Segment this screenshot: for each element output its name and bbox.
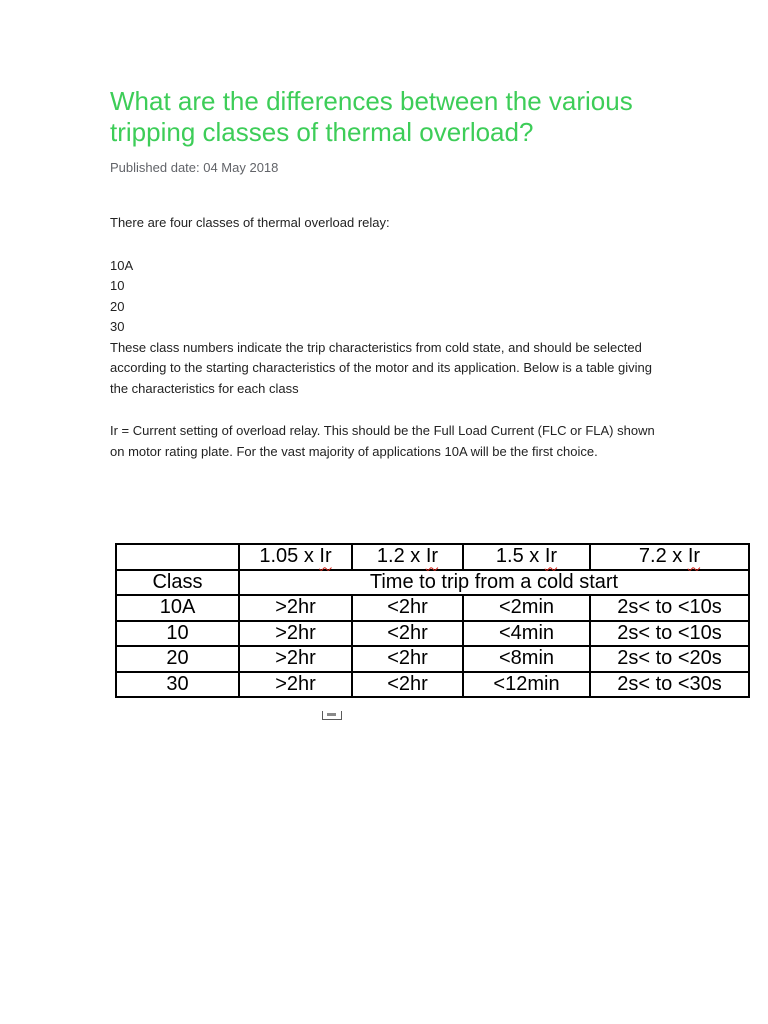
table-cell: >2hr <box>239 672 352 698</box>
trip-class-table <box>115 543 750 698</box>
table-row <box>116 621 749 647</box>
table-cell: >2hr <box>239 595 352 621</box>
table-row <box>116 595 749 621</box>
table-header-row <box>116 544 749 570</box>
table-cell: <8min <box>463 646 590 672</box>
list-item: 30 <box>110 319 125 334</box>
list-item: 10 <box>110 278 125 293</box>
table-corner-cell <box>116 544 239 570</box>
class-column-label: Class <box>116 570 239 596</box>
table-subheader-row <box>116 570 749 596</box>
header-multiplier: 7.2 x <box>638 545 688 568</box>
table-cell: >2hr <box>239 621 352 647</box>
table-cell: >2hr <box>239 646 352 672</box>
table-cell: 2s< to <20s <box>590 646 749 672</box>
class-description: These class numbers indicate the trip characteristics from cold state, and should be selected according to the starting characteristics of the motor and its application. Below is a table giving the characteristics for each class <box>110 339 652 396</box>
class-list <box>110 256 670 338</box>
ir-definition: Ir = Current setting of overload relay. This should be the Full Load Current (FLC or FLA) shown on motor rating plate. For the vast majority of applications 10A will be the first choice. <box>110 423 655 459</box>
table-cell: <4min <box>463 621 590 647</box>
table-row <box>116 672 749 698</box>
table-header-cell <box>239 544 352 570</box>
table-cell: <2min <box>463 595 590 621</box>
table-cell: 2s< to <10s <box>590 595 749 621</box>
spacer <box>110 399 670 421</box>
header-multiplier: 1.05 x <box>259 545 320 568</box>
table-row <box>116 646 749 672</box>
table-cell: 2s< to <30s <box>590 672 749 698</box>
header-multiplier: 1.5 x <box>495 545 545 568</box>
article <box>110 86 670 462</box>
class-cell: 30 <box>116 672 239 698</box>
table-header-cell <box>590 544 749 570</box>
table-cell: 2s< to <10s <box>590 621 749 647</box>
header-ir: Ir <box>425 545 439 568</box>
table-cell: <12min <box>463 672 590 698</box>
header-ir: Ir <box>544 545 558 568</box>
trip-class-table-image <box>115 543 748 698</box>
page-title: What are the differences between the various tripping classes of thermal overload? <box>110 86 633 147</box>
intro-text: There are four classes of thermal overload relay: <box>110 215 390 230</box>
class-cell: 20 <box>116 646 239 672</box>
table-anchor-icon[interactable] <box>322 711 342 720</box>
table-header-cell <box>463 544 590 570</box>
header-ir: Ir <box>319 545 332 568</box>
table-header-cell <box>352 544 463 570</box>
header-multiplier: 1.2 x <box>376 545 426 568</box>
class-cell: 10 <box>116 621 239 647</box>
time-to-trip-label: Time to trip from a cold start <box>239 570 749 596</box>
published-date: Published date: 04 May 2018 <box>110 160 279 175</box>
table-cell: <2hr <box>352 595 463 621</box>
table-cell: <2hr <box>352 621 463 647</box>
header-ir: Ir <box>687 545 701 568</box>
list-item: 10A <box>110 257 134 273</box>
table-cell: <2hr <box>352 672 463 698</box>
table-cell: <2hr <box>352 646 463 672</box>
list-item: 20 <box>110 298 125 314</box>
class-cell: 10A <box>116 595 239 621</box>
